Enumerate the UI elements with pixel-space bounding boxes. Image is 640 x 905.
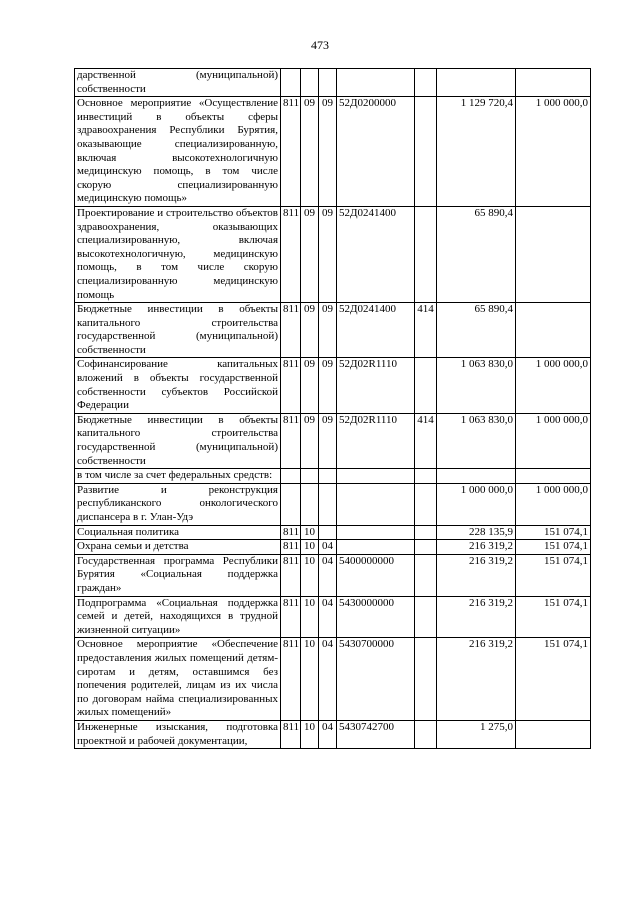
cell-rz: 09 [301, 303, 319, 358]
cell-sum2 [516, 69, 591, 97]
cell-sum2: 151 074,1 [516, 638, 591, 721]
cell-vr [415, 358, 437, 413]
cell-ved: 811 [281, 303, 301, 358]
cell-name: Основное мероприятие «Осуществление инвестиций в объекты сферы здравоохранения Республики Бурятия, оказывающие специализированную, включая высокотехнологичную медицинскую помощь, в том числе скорую специализированную медицинскую помощь» [75, 97, 281, 207]
budget-table [74, 68, 591, 749]
cell-pr: 04 [319, 554, 337, 596]
table-row [75, 303, 591, 358]
cell-name: Охрана семьи и детства [75, 540, 281, 555]
cell-vr [415, 540, 437, 555]
cell-ved: 811 [281, 596, 301, 638]
cell-name: Инженерные изыскания, подготовка проектной и рабочей документации, [75, 720, 281, 748]
cell-ved [281, 483, 301, 525]
table-row [75, 540, 591, 555]
cell-pr: 09 [319, 206, 337, 302]
cell-ved [281, 69, 301, 97]
cell-pr [319, 469, 337, 484]
cell-sum2 [516, 206, 591, 302]
cell-name: Государственная программа Республики Бурятия «Социальная поддержка граждан» [75, 554, 281, 596]
cell-ved: 811 [281, 525, 301, 540]
cell-pr [319, 525, 337, 540]
cell-sum1: 65 890,4 [437, 303, 516, 358]
table-row [75, 97, 591, 207]
cell-sum2: 151 074,1 [516, 554, 591, 596]
cell-csr [337, 483, 415, 525]
cell-rz: 10 [301, 638, 319, 721]
cell-sum1: 1 063 830,0 [437, 358, 516, 413]
cell-sum1: 216 319,2 [437, 554, 516, 596]
cell-rz: 10 [301, 720, 319, 748]
cell-csr: 5430742700 [337, 720, 415, 748]
cell-rz: 09 [301, 206, 319, 302]
cell-sum1: 216 319,2 [437, 540, 516, 555]
cell-csr: 52Д02R1110 [337, 413, 415, 468]
cell-sum1: 228 135,9 [437, 525, 516, 540]
cell-pr [319, 483, 337, 525]
cell-rz: 09 [301, 358, 319, 413]
cell-name: Социальная политика [75, 525, 281, 540]
cell-name: Бюджетные инвестиции в объекты капитального строительства государственной (муниципальной) собственности [75, 413, 281, 468]
cell-pr [319, 69, 337, 97]
cell-sum2 [516, 303, 591, 358]
table-row [75, 596, 591, 638]
cell-sum2: 1 000 000,0 [516, 413, 591, 468]
cell-rz: 10 [301, 596, 319, 638]
table-row [75, 206, 591, 302]
table-row [75, 413, 591, 468]
cell-pr: 09 [319, 97, 337, 207]
cell-sum1: 1 000 000,0 [437, 483, 516, 525]
cell-sum1: 1 129 720,4 [437, 97, 516, 207]
cell-vr [415, 69, 437, 97]
cell-vr [415, 638, 437, 721]
cell-rz: 09 [301, 97, 319, 207]
cell-sum2 [516, 469, 591, 484]
cell-name: Софинансирование капитальных вложений в объекты государственной собственности субъектов Российской Федерации [75, 358, 281, 413]
cell-sum1: 1 275,0 [437, 720, 516, 748]
cell-sum1 [437, 69, 516, 97]
cell-sum2 [516, 720, 591, 748]
cell-vr: 414 [415, 413, 437, 468]
cell-csr: 52Д0241400 [337, 206, 415, 302]
cell-ved: 811 [281, 206, 301, 302]
cell-name: в том числе за счет федеральных средств: [75, 469, 281, 484]
cell-csr [337, 525, 415, 540]
cell-vr [415, 469, 437, 484]
cell-pr: 04 [319, 638, 337, 721]
cell-sum1: 216 319,2 [437, 638, 516, 721]
cell-name: Проектирование и строительство объектов здравоохранения, оказывающих специализированную, включая высокотехнологичную, медицинскую помощь, в том числе скорую специализированную медицинскую помощь [75, 206, 281, 302]
cell-sum2: 1 000 000,0 [516, 483, 591, 525]
cell-csr [337, 469, 415, 484]
table-row [75, 483, 591, 525]
cell-pr: 04 [319, 720, 337, 748]
cell-rz [301, 483, 319, 525]
cell-csr: 5430000000 [337, 596, 415, 638]
cell-csr [337, 69, 415, 97]
cell-vr [415, 97, 437, 207]
page-number: 473 [311, 38, 329, 52]
cell-csr: 52Д02R1110 [337, 358, 415, 413]
cell-csr: 52Д0241400 [337, 303, 415, 358]
cell-vr [415, 525, 437, 540]
cell-vr [415, 596, 437, 638]
table-row [75, 69, 591, 97]
cell-sum1: 216 319,2 [437, 596, 516, 638]
table-row [75, 525, 591, 540]
table-row [75, 358, 591, 413]
cell-csr: 5430700000 [337, 638, 415, 721]
cell-rz: 10 [301, 540, 319, 555]
cell-pr: 09 [319, 303, 337, 358]
cell-ved: 811 [281, 540, 301, 555]
cell-sum1: 1 063 830,0 [437, 413, 516, 468]
cell-name: Подпрограмма «Социальная поддержка семей и детей, находящихся в трудной жизненной ситуации» [75, 596, 281, 638]
cell-ved: 811 [281, 97, 301, 207]
cell-ved: 811 [281, 554, 301, 596]
cell-name: Развитие и реконструкция республиканского онкологического диспансера в г. Улан-Удэ [75, 483, 281, 525]
cell-vr [415, 483, 437, 525]
table-row [75, 554, 591, 596]
cell-name: Основное мероприятие «Обеспечение предоставления жилых помещений детям-сиротам и детям, оставшимся без попечения родителей, лицам из их числа по договорам найма специализированных жилых помещений» [75, 638, 281, 721]
cell-pr: 04 [319, 540, 337, 555]
cell-sum2: 1 000 000,0 [516, 97, 591, 207]
cell-rz [301, 69, 319, 97]
cell-ved: 811 [281, 358, 301, 413]
cell-vr [415, 206, 437, 302]
cell-ved: 811 [281, 638, 301, 721]
table-row [75, 469, 591, 484]
cell-sum1 [437, 469, 516, 484]
cell-vr [415, 720, 437, 748]
table-row [75, 720, 591, 748]
cell-vr [415, 554, 437, 596]
cell-csr [337, 540, 415, 555]
cell-csr: 5400000000 [337, 554, 415, 596]
cell-pr: 09 [319, 358, 337, 413]
cell-sum2: 1 000 000,0 [516, 358, 591, 413]
cell-rz: 09 [301, 413, 319, 468]
cell-rz [301, 469, 319, 484]
cell-rz: 10 [301, 554, 319, 596]
cell-vr: 414 [415, 303, 437, 358]
cell-sum2: 151 074,1 [516, 596, 591, 638]
table-row [75, 638, 591, 721]
cell-name: дарственной (муниципальной) собственности [75, 69, 281, 97]
cell-pr: 04 [319, 596, 337, 638]
cell-ved [281, 469, 301, 484]
cell-pr: 09 [319, 413, 337, 468]
cell-ved: 811 [281, 720, 301, 748]
cell-sum2: 151 074,1 [516, 525, 591, 540]
cell-csr: 52Д0200000 [337, 97, 415, 207]
cell-sum2: 151 074,1 [516, 540, 591, 555]
cell-ved: 811 [281, 413, 301, 468]
cell-sum1: 65 890,4 [437, 206, 516, 302]
cell-rz: 10 [301, 525, 319, 540]
cell-name: Бюджетные инвестиции в объекты капитального строительства государственной (муниципальной) собственности [75, 303, 281, 358]
